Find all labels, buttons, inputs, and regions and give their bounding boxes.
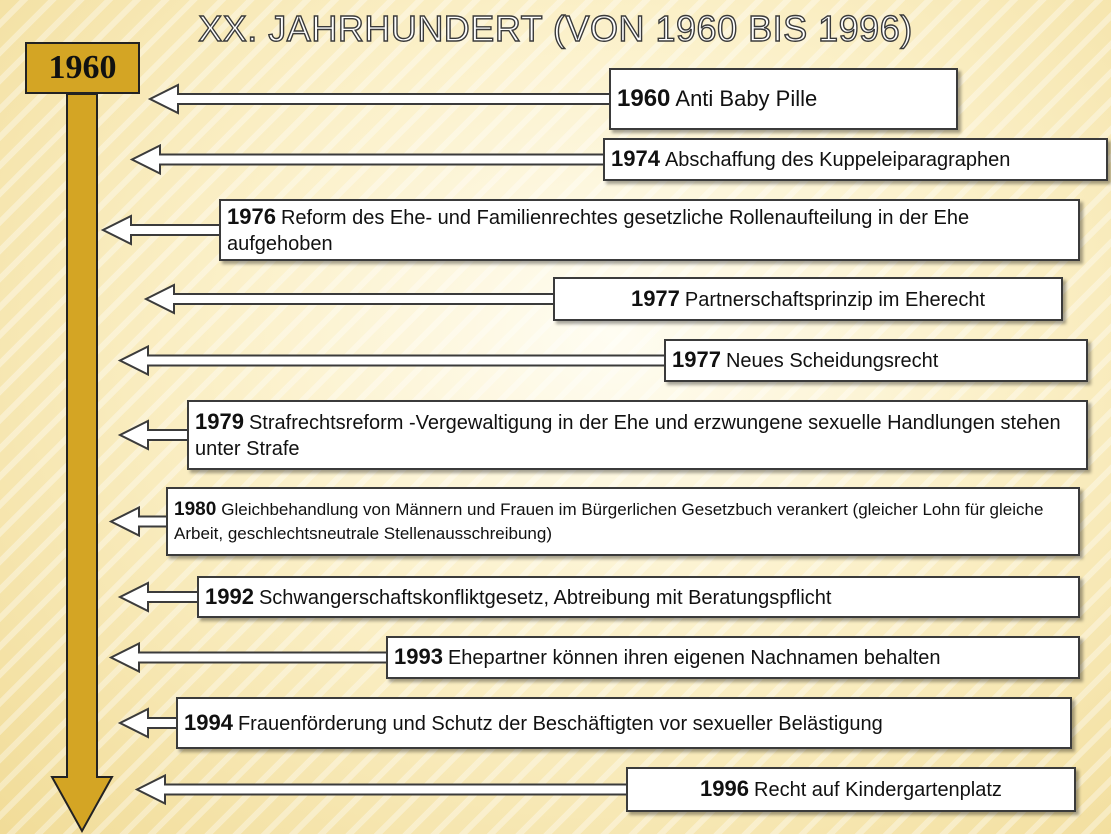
slide-title: XX. JAHRHUNDERT (VON 1960 BIS 1996) bbox=[198, 8, 913, 49]
start-year-box: 1960 bbox=[25, 42, 140, 94]
event-year: 1979 bbox=[195, 408, 244, 434]
event-box bbox=[626, 767, 1076, 812]
event-year: 1960 bbox=[617, 85, 671, 113]
event-text: Neues Scheidungsrecht bbox=[725, 350, 939, 373]
event-text: Recht auf Kindergartenplatz bbox=[754, 779, 1002, 802]
event-year: 1977 bbox=[630, 285, 680, 311]
event-year: 1996 bbox=[700, 776, 749, 802]
event-text: Gleichbehandlung von Männern und Frauen im Bürgerlichen Gesetzbuch verankert (gleicher Lohn für gleiche Arbeit, geschlechtsneutrale Stellenausschreibung) bbox=[174, 500, 1044, 543]
event-year: 1980 bbox=[174, 499, 217, 521]
event-text: Partnerschaftsprinzip im Eherecht bbox=[684, 288, 986, 311]
event-text: Frauenförderung und Schutz der Beschäftigten vor sexueller Belästigung bbox=[237, 712, 883, 735]
event-text: Anti Baby Pille bbox=[675, 86, 818, 112]
event-year: 1992 bbox=[205, 583, 254, 609]
event-year: 1974 bbox=[611, 146, 660, 172]
event-year: 1976 bbox=[227, 203, 276, 229]
event-text: Ehepartner können ihren eigenen Nachnamen behalten bbox=[447, 647, 941, 670]
event-year: 1993 bbox=[394, 644, 443, 670]
event-text: Strafrechtsreform -Vergewaltigung in der Ehe und erzwungene sexuelle Handlungen stehen unter Strafe bbox=[195, 411, 1061, 461]
event-year: 1994 bbox=[184, 709, 233, 735]
event-year: 1977 bbox=[672, 347, 721, 373]
event-text: Abschaffung des Kuppeleiparagraphen bbox=[664, 149, 1011, 172]
event-text: Schwangerschaftskonfliktgesetz, Abtreibung mit Beratungspflicht bbox=[258, 586, 832, 609]
event-text: Reform des Ehe- und Familienrechtes gesetzliche Rollenaufteilung in der Ehe aufgehoben bbox=[227, 206, 970, 256]
